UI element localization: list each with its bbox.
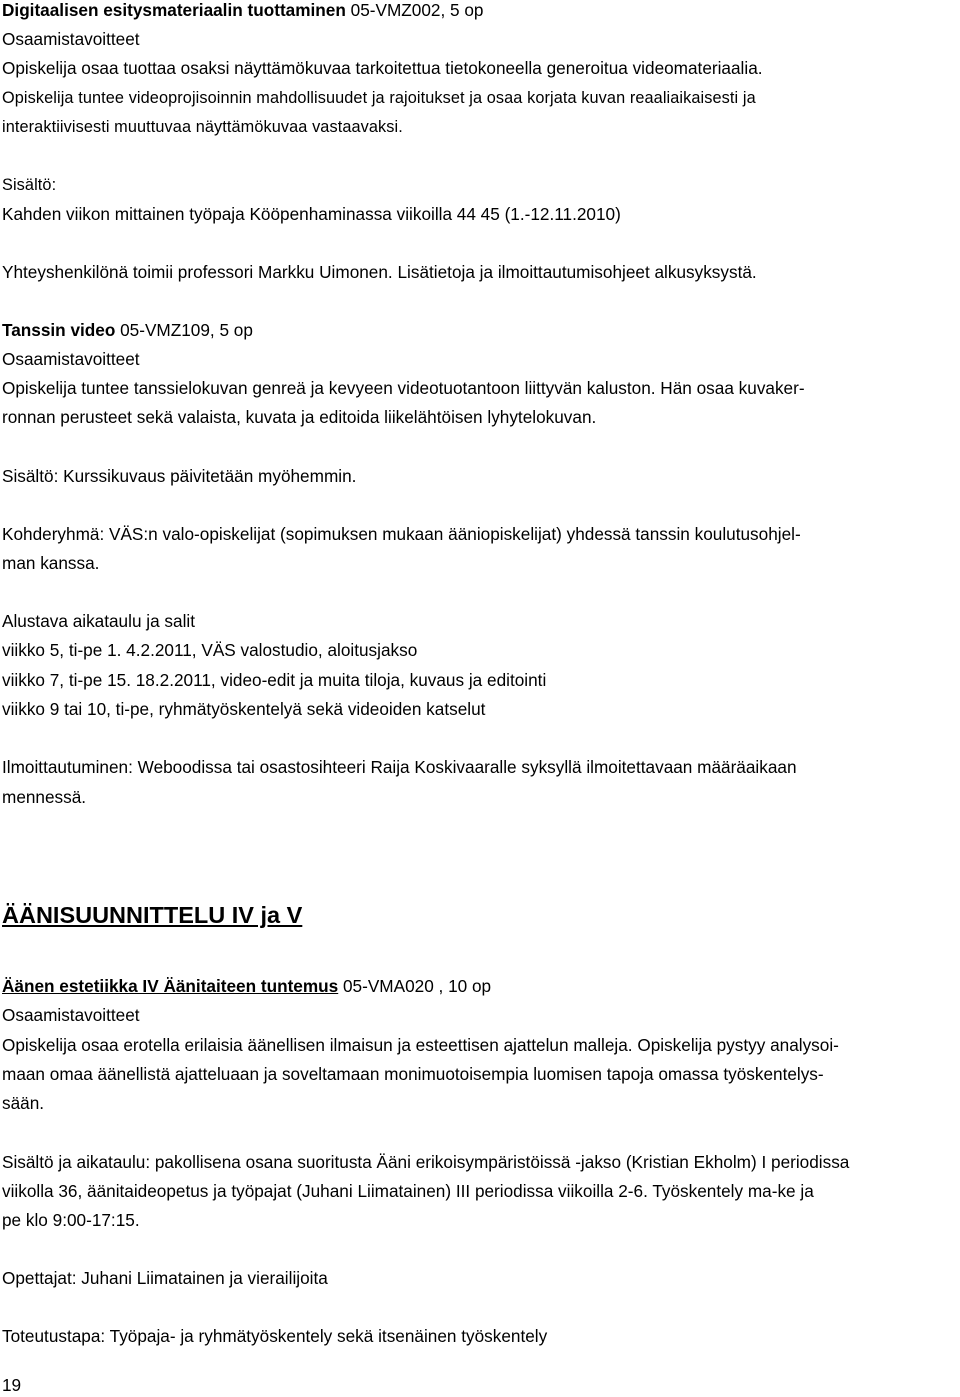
target-group-line: man kanssa. [2, 553, 100, 573]
content-line: pe klo 9:00-17:15. [2, 1210, 140, 1230]
outcomes-line: maan omaa äänellistä ajatteluaan ja soveltamaan monimuotoisempia luomisen tapoja omassa työskentelys- [2, 1064, 824, 1084]
contact-person: Yhteyshenkilönä toimii professori Markku Uimonen. [2, 262, 393, 282]
course-code: 05-VMA020 , 10 op [343, 976, 492, 996]
course-header-digital [2, 0, 483, 21]
content-text: Sisältö: Kurssikuvaus päivitetään myöhemmin. [2, 466, 357, 486]
course-header-dance-video [2, 319, 253, 341]
schedule-line: viikko 5, ti-pe 1. 4.2.2011, VÄS valostudio, aloitusjakso [2, 640, 418, 660]
content-text: Kahden viikon mittainen työpaja Kööpenhaminassa viikoilla 44 45 (1.-12.11.2010) [2, 204, 621, 224]
method-text: Toteutustapa: Työpaja- ja ryhmätyöskentely sekä itsenäinen työskentely [2, 1326, 548, 1346]
outcomes-line: ronnan perusteet sekä valaista, kuvata ja editoida liikelähtöisen lyhytelokuvan. [2, 407, 597, 427]
outcomes-line: interaktiivisesti muuttuvaa näyttämökuvaa vastaavaksi. [2, 118, 403, 136]
outcomes-line: Opiskelija osaa tuottaa osaksi näyttämökuvaa tarkoitettua tietokoneella generoitua videomateriaalia. [2, 58, 763, 78]
schedule-line: viikko 7, ti-pe 15. 18.2.2011, video-edit ja muita tiloja, kuvaus ja editointi [2, 670, 547, 690]
outcomes-label: Osaamistavoitteet [2, 1005, 140, 1025]
outcomes-line: Opiskelija osaa erotella erilaisia äänellisen ilmaisun ja esteettisen ajattelun malleja. Opiskelija pystyy analysoi- [2, 1035, 839, 1055]
course-code: 05-VMZ109, 5 op [120, 320, 253, 340]
course-header-sound-aesthetics [2, 975, 491, 997]
registration-line: Ilmoittautuminen: Weboodissa tai osastosihteeri Raija Koskivaaralle syksyllä ilmoitettavaan määräaikaan [2, 757, 797, 777]
contact-text [2, 261, 757, 283]
schedule-label: Alustava aikataulu ja salit [2, 611, 195, 631]
course-code: 05-VMZ002, 5 op [350, 0, 484, 20]
content-line: Sisältö ja aikataulu: pakollisena osana suoritusta Ääni erikoisympäristöissä -jakso (Kristian Ekholm) I periodissa [2, 1152, 850, 1172]
outcomes-label: Osaamistavoitteet [2, 29, 140, 49]
course-title: Äänen estetiikka IV Äänitaiteen tuntemus [2, 976, 339, 996]
outcomes-line: Opiskelija tuntee videoprojisoinnin mahdollisuudet ja rajoitukset ja osaa korjata kuvan reaaliaikaisesti ja [2, 89, 756, 107]
section-heading: ÄÄNISUUNNITTELU IV ja V [2, 902, 303, 928]
contact-info: Lisätietoja ja ilmoittautumisohjeet alkusyksystä. [397, 262, 757, 282]
outcomes-label: Osaamistavoitteet [2, 349, 140, 369]
outcomes-line: Opiskelija tuntee tanssielokuvan genreä ja kevyeen videotuotantoon liittyvän kaluston. Hän osaa kuvaker- [2, 378, 805, 398]
course-title: Digitaalisen esitysmateriaalin tuottaminen [2, 0, 346, 20]
course-title: Tanssin video [2, 320, 116, 340]
schedule-line: viikko 9 tai 10, ti-pe, ryhmätyöskentelyä sekä videoiden katselut [2, 699, 486, 719]
content-line: viikolla 36, äänitaideopetus ja työpajat (Juhani Liimatainen) III periodissa viikoilla 2-6. Työskentely ma-ke ja [2, 1181, 814, 1201]
page-number: 19 [2, 1375, 22, 1395]
outcomes-line: sään. [2, 1093, 45, 1113]
content-label: Sisältö: [2, 176, 57, 194]
registration-line: mennessä. [2, 787, 87, 807]
teachers-text: Opettajat: Juhani Liimatainen ja vierailijoita [2, 1268, 328, 1288]
target-group-line: Kohderyhmä: VÄS:n valo-opiskelijat (sopimuksen mukaan ääniopiskelijat) yhdessä tanssin koulutusohjel- [2, 524, 801, 544]
